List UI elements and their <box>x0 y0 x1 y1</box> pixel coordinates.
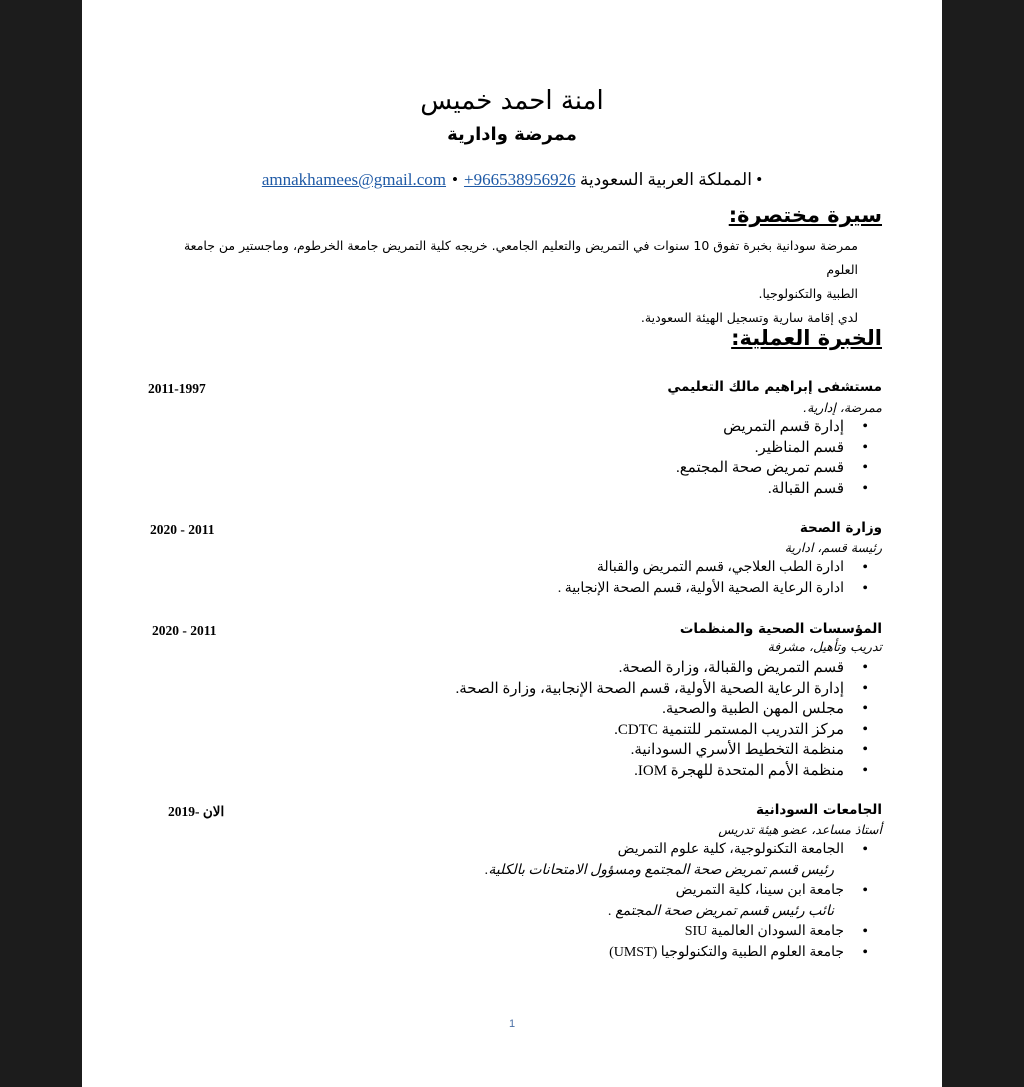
list-item: • إدارة الرعاية الصحية الأولية، قسم الصحة الإنجابية، وزارة الصحة. <box>455 679 844 700</box>
summary-line: لدي إقامة سارية وتسجيل الهيئة السعودية. <box>640 310 858 325</box>
list-item: • ادارة الطب العلاجي، قسم التمريض والقبالة <box>558 558 844 579</box>
summary-line: ممرضة سودانية بخبرة تفوق 10 سنوات في التمريض والتعليم الجامعي. خريجه كلية التمريض جامعة الخرطوم، وماجستير من جامعة العلوم <box>183 238 858 277</box>
entry-items <box>676 417 882 499</box>
phone-link[interactable]: +966538956926 <box>463 170 576 189</box>
list-item-note: رئيس قسم تمريض صحة المجتمع ومسؤول الامتحانات بالكلية. <box>484 862 834 878</box>
summary-heading: سيرة مختصرة: <box>728 203 882 227</box>
entry-organization: وزارة الصحة <box>799 520 882 536</box>
list-item: • ادارة الرعاية الصحية الأولية، قسم الصحة الإنجابية . <box>558 579 844 600</box>
entry-items <box>485 840 882 963</box>
entry-dates: 2020 - 2011 <box>150 522 215 537</box>
entry-dates: 2020 - 2011 <box>152 623 217 638</box>
list-item: • قسم تمريض صحة المجتمع. <box>676 458 844 479</box>
list-item: • إدارة قسم التمريض <box>676 417 844 438</box>
entry-role: رئيسة قسم، ادارية <box>784 540 882 555</box>
candidate-name: امنة احمد خميس <box>420 86 604 116</box>
summary-text <box>158 234 858 330</box>
entry-organization: الجامعات السودانية <box>755 802 882 818</box>
entry-items <box>455 658 882 781</box>
entry-items <box>558 558 882 599</box>
list-item: • منظمة التخطيط الأسري السودانية. <box>455 740 844 761</box>
list-item-note: نائب رئيس قسم تمريض صحة المجتمع . <box>608 903 834 919</box>
list-item: • جامعة السودان العالمية SIU <box>485 922 844 943</box>
list-item: • مركز التدريب المستمر للتنمية CDTC. <box>455 720 844 741</box>
entry-role: ممرضة، إدارية. <box>803 400 882 415</box>
contact-separator: • <box>452 170 458 189</box>
list-item: • جامعة العلوم الطبية والتكنولوجيا (UMST) <box>485 943 844 964</box>
page-number: 1 <box>508 1018 516 1030</box>
entry-role: تدريب وتأهيل، مشرفة <box>767 639 882 654</box>
list-item: • مجلس المهن الطبية والصحية. <box>455 699 844 720</box>
entry-dates: 2011-1997 <box>148 381 206 396</box>
list-item: • جامعة ابن سينا، كلية التمريض <box>485 881 844 902</box>
location-text: • المملكة العربية السعودية <box>579 170 763 189</box>
list-item: • منظمة الأمم المتحدة للهجرة IOM. <box>455 761 844 782</box>
list-item: • قسم المناظير. <box>676 438 844 459</box>
list-item: • الجامعة التكنولوجية، كلية علوم التمريض <box>485 840 844 861</box>
email-link[interactable]: amnakhamees@gmail.com <box>261 170 447 189</box>
list-item: • قسم القبالة. <box>676 479 844 500</box>
entry-organization: مستشفى إبراهيم مالك التعليمي <box>667 379 882 395</box>
candidate-role: ممرضة وادارية <box>447 124 577 145</box>
entry-role: أستاذ مساعد، عضو هيئة تدريس <box>718 822 882 837</box>
summary-line: الطبية والتكنولوجيا. <box>758 286 858 301</box>
list-item: • قسم التمريض والقبالة، وزارة الصحة. <box>455 658 844 679</box>
resume-page <box>82 0 942 1087</box>
experience-heading: الخبرة العملية: <box>731 326 882 350</box>
entry-dates: 2019- الان <box>168 804 225 819</box>
entry-organization: المؤسسات الصحية والمنظمات <box>679 621 882 637</box>
contact-line <box>82 170 942 190</box>
